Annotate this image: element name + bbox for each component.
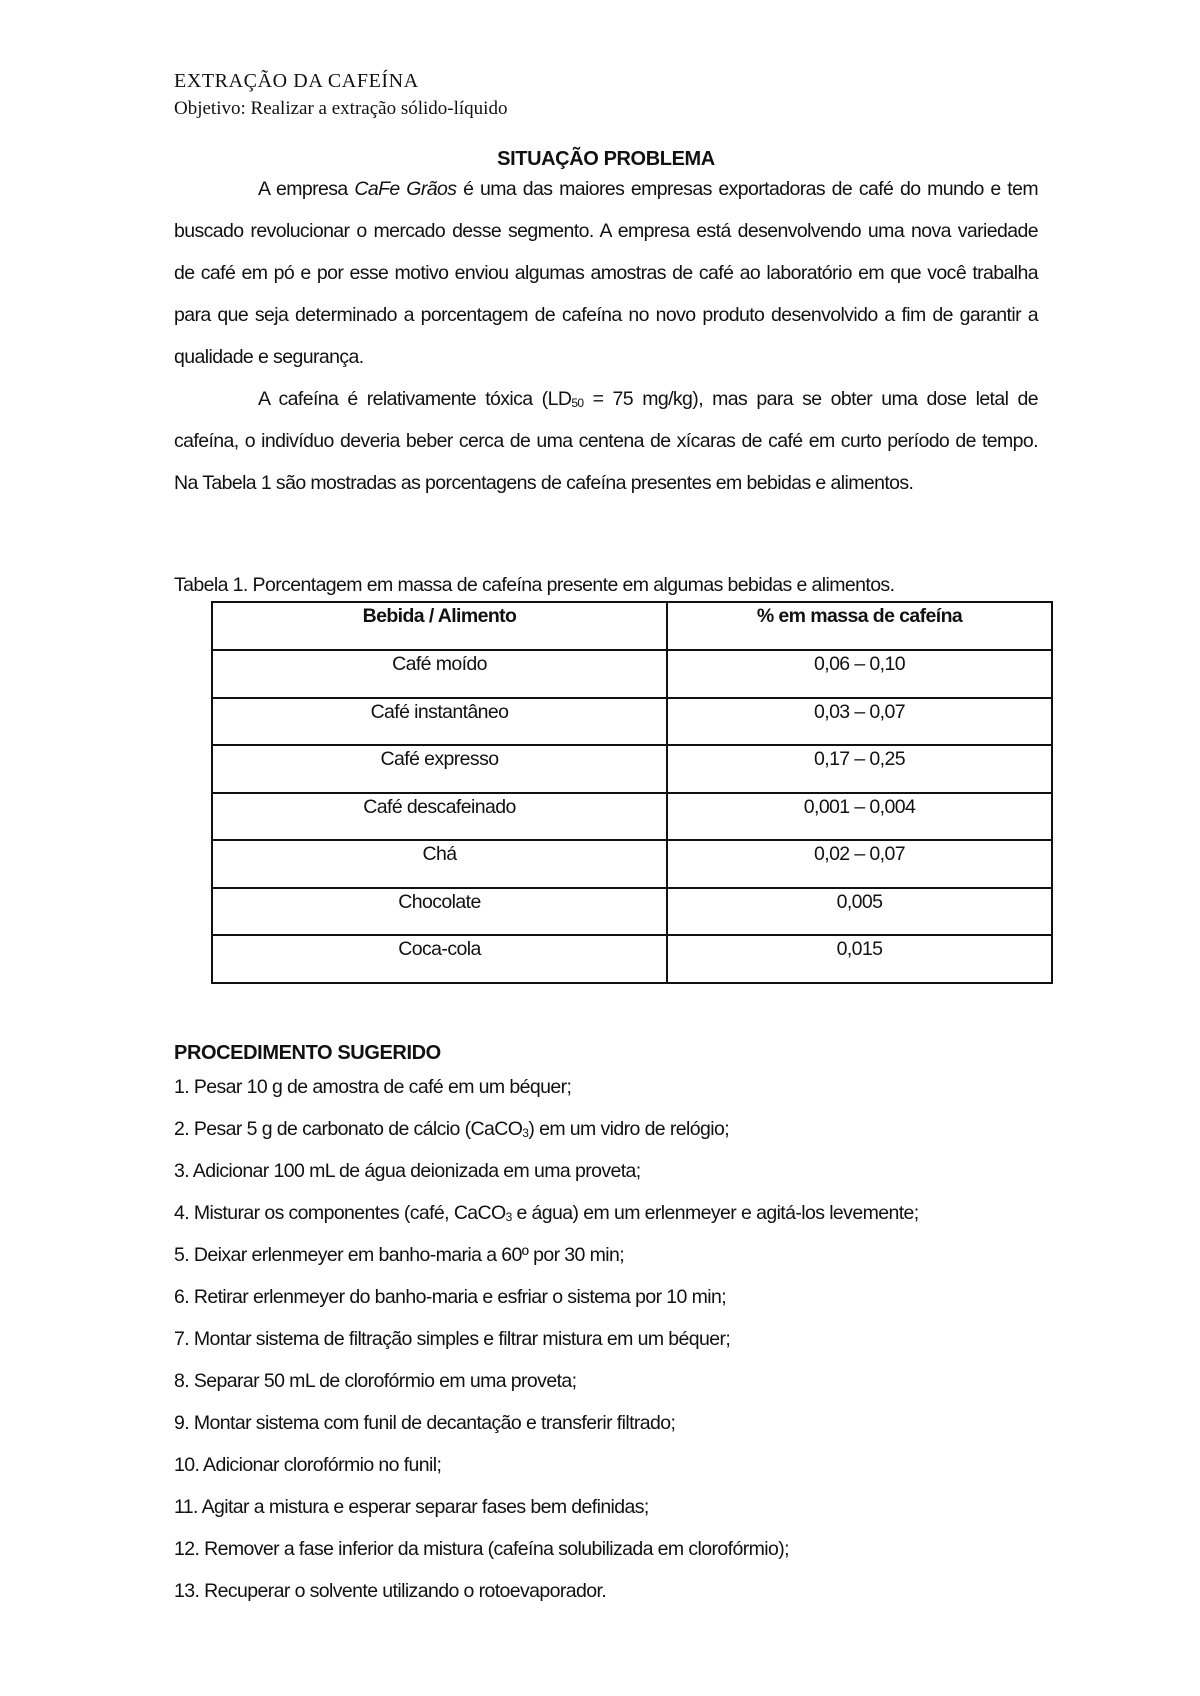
p1-text-end: é uma das maiores empresas exportadoras de café do mundo e tem buscado revolucionar o mercado desse segmento. A empresa está desenvolvendo uma nova variedade de café em pó e por esse motivo enviou algumas amostras de café ao laboratório em que você trabalha para que seja determinado a porcentagem de cafeína no novo produto desenvolvido a fim de garantir a qualidade e segurança. [174, 178, 1039, 368]
procedure-step: 13. Recuperar o solvente utilizando o rotoevaporador. [174, 1580, 607, 1602]
table-row [212, 650, 1052, 698]
step-text-end: e água) em um erlenmeyer e agitá-los levemente; [511, 1202, 919, 1224]
table-cell-food: Chocolate [212, 888, 667, 936]
procedure-step [174, 1192, 919, 1234]
table-cell-food: Café descafeinado [212, 793, 667, 841]
table-row [212, 935, 1052, 983]
table-row [212, 745, 1052, 793]
table-cell-food: Coca-cola [212, 935, 667, 983]
table-row [212, 840, 1052, 888]
procedure-list [174, 1066, 919, 1612]
column-header-percent: % em massa de cafeína [667, 602, 1052, 650]
table-caption: Tabela 1. Porcentagem em massa de cafeína presente em algumas bebidas e alimentos. [174, 574, 895, 596]
situation-heading: SITUAÇÃO PROBLEMA [497, 148, 715, 170]
procedure-step: 8. Separar 50 mL de clorofórmio em uma proveta; [174, 1370, 577, 1392]
step-text-end: ) em um vidro de relógio; [528, 1118, 730, 1140]
table-cell-food: Café expresso [212, 745, 667, 793]
caco3-subscript: 3 [522, 1126, 529, 1140]
p2-text-start: A cafeína é relativamente tóxica (LD [258, 388, 572, 410]
table-cell-percent: 0,06 – 0,10 [667, 650, 1052, 698]
table-row [212, 793, 1052, 841]
situation-paragraph-1 [174, 168, 1038, 378]
procedure-step: 11. Agitar a mistura e esperar separar fases bem definidas; [174, 1496, 649, 1518]
caco3-subscript: 3 [505, 1210, 512, 1224]
step-text-start: 4. Misturar os componentes (café, CaCO [174, 1202, 506, 1224]
document-title: EXTRAÇÃO DA CAFEÍNA [174, 70, 419, 92]
situation-paragraph-2 [174, 378, 1038, 504]
procedure-step: 6. Retirar erlenmeyer do banho-maria e esfriar o sistema por 10 min; [174, 1286, 727, 1308]
document-objective: Objetivo: Realizar a extração sólido-líquido [174, 98, 508, 119]
step-text-start: 2. Pesar 5 g de carbonato de cálcio (CaCO [174, 1118, 523, 1140]
procedure-step: 1. Pesar 10 g de amostra de café em um béquer; [174, 1076, 572, 1098]
table-row [212, 698, 1052, 746]
table-cell-percent: 0,001 – 0,004 [667, 793, 1052, 841]
procedure-step: 12. Remover a fase inferior da mistura (cafeína solubilizada em clorofórmio); [174, 1538, 789, 1560]
table-row [212, 888, 1052, 936]
procedure-step [174, 1108, 919, 1150]
procedure-step: 5. Deixar erlenmeyer em banho-maria a 60º por 30 min; [174, 1244, 625, 1266]
table-header-row [212, 602, 1052, 650]
company-name: CaFe Grãos [354, 178, 457, 200]
column-header-food: Bebida / Alimento [212, 602, 667, 650]
p2-text-end: = 75 mg/kg), mas para se obter uma dose letal de cafeína, o indivíduo deveria beber cerca de uma centena de xícaras de café em curto período de tempo. Na Tabela 1 são mostradas as porcentagens de cafeína presentes em bebidas e alimentos. [174, 388, 1038, 494]
table-cell-food: Café moído [212, 650, 667, 698]
table-cell-percent: 0,015 [667, 935, 1052, 983]
table-cell-percent: 0,17 – 0,25 [667, 745, 1052, 793]
procedure-heading: PROCEDIMENTO SUGERIDO [174, 1042, 441, 1064]
ld50-subscript: 50 [571, 396, 584, 410]
procedure-step: 7. Montar sistema de filtração simples e filtrar mistura em um béquer; [174, 1328, 731, 1350]
procedure-step: 10. Adicionar clorofórmio no funil; [174, 1454, 442, 1476]
procedure-step: 9. Montar sistema com funil de decantação e transferir filtrado; [174, 1412, 676, 1434]
table-cell-percent: 0,005 [667, 888, 1052, 936]
caffeine-table [211, 601, 1053, 984]
table-cell-food: Café instantâneo [212, 698, 667, 746]
procedure-step: 3. Adicionar 100 mL de água deionizada em uma proveta; [174, 1160, 641, 1182]
table-cell-percent: 0,03 – 0,07 [667, 698, 1052, 746]
table-cell-food: Chá [212, 840, 667, 888]
p1-text-start: A empresa [258, 178, 355, 200]
table-cell-percent: 0,02 – 0,07 [667, 840, 1052, 888]
